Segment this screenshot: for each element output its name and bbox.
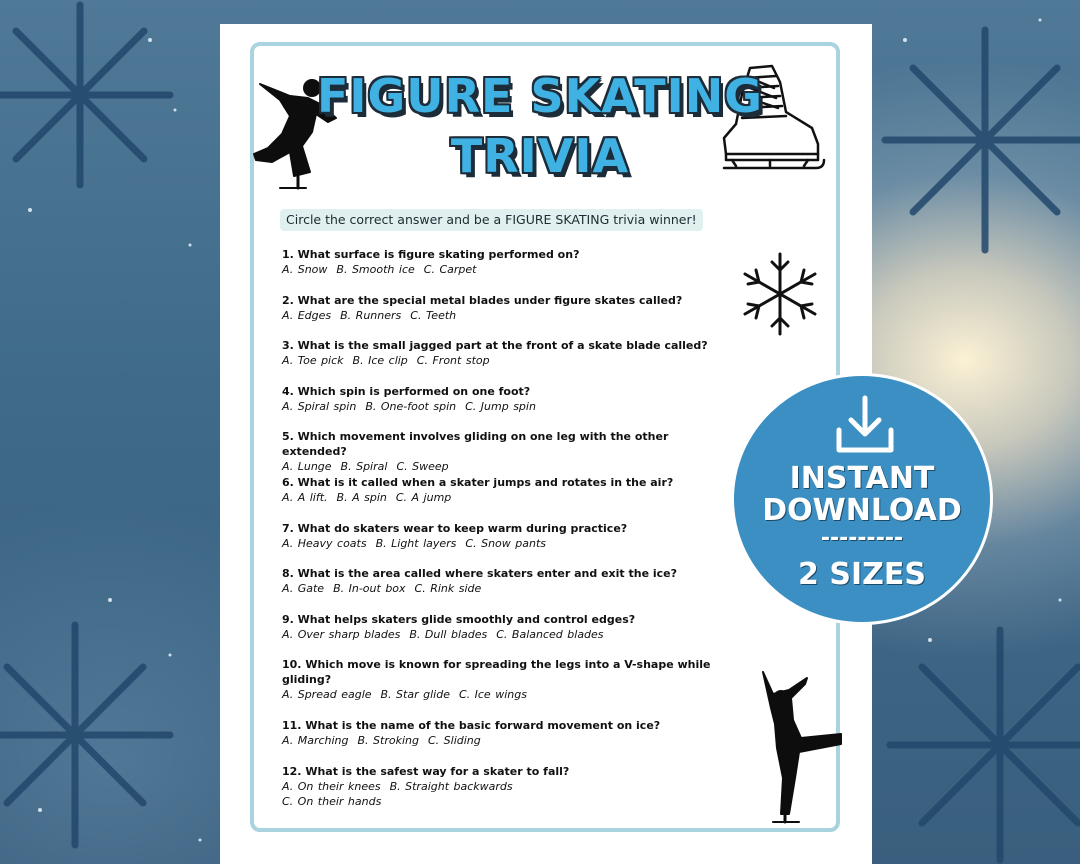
answer-option: A. Marching [282,734,349,748]
question-text: 5. Which movement involves gliding on one leg with the other extended? [282,430,669,459]
download-icon [833,394,897,456]
answer-option: A. Over sharp blades [282,627,401,641]
badge-sizes-text: 2 SIZES [798,557,926,592]
answer-option: A. Spiral spin [282,399,357,413]
answer-options [282,262,732,277]
answer-options [282,308,732,323]
question-text: 9. What helps skaters glide smoothly and control edges? [282,612,636,626]
answer-option: B. One-foot spin [365,399,457,413]
question-item [282,247,732,293]
answer-options [282,353,732,368]
answer-option: A. Lunge [282,460,332,474]
answer-option: C. A jump [395,490,452,504]
answer-option: A. Gate [282,582,325,596]
badge-download-text: DOWNLOAD [762,493,962,528]
answer-option: B. Dull blades [409,627,488,641]
badge-divider: --------- [820,526,904,551]
answer-option: A. Snow [282,263,328,276]
answer-option: A. Toe pick [282,354,344,368]
question-text: 12. What is the safest way for a skater to fall? [282,764,570,778]
answer-option: C. On their hands [282,794,382,808]
answer-options [282,779,732,794]
answer-options [282,733,732,748]
answer-option: B. Runners [340,308,402,322]
question-text: 7. What do skaters wear to keep warm during practice? [282,521,628,535]
snowflake-icon [740,252,820,336]
answer-option: B. Star glide [380,688,450,702]
answer-options [282,627,732,642]
answer-option: B. Ice clip [352,354,408,368]
answer-option: C. Ice wings [458,688,527,702]
answer-option: B. Smooth ice [336,263,415,276]
question-text: 4. Which spin is performed on one foot? [282,384,531,398]
instruction-banner: Circle the correct answer and be a FIGURE SKATING trivia winner! [280,209,703,231]
answer-option: B. Light layers [375,536,457,550]
question-text: 8. What is the area called where skaters enter and exit the ice? [282,567,677,581]
answer-option: C. Rink side [414,582,482,596]
answer-options [282,581,732,596]
answer-options [282,459,732,474]
question-text: 10. Which move is known for spreading the legs into a V-shape while gliding? [282,658,711,687]
answer-option: B. Stroking [357,734,419,748]
question-text: 2. What are the special metal blades under figure skates called? [282,293,683,307]
question-text: 6. What is it called when a skater jumps and rotates in the air? [282,475,674,489]
answer-options [282,536,732,551]
answer-option: C. Front stop [416,354,490,368]
question-item [282,612,732,658]
answer-options [282,794,732,809]
questions-list [282,247,732,810]
question-text: 3. What is the small jagged part at the front of a skate blade called? [282,339,708,353]
answer-option: A. A lift. [282,490,328,504]
question-item [282,338,732,384]
question-item [282,521,732,567]
answer-option: C. Sweep [396,460,449,474]
answer-option: A. On their knees [282,779,381,793]
question-item [282,429,732,475]
answer-option: C. Teeth [410,308,457,322]
answer-option: B. Straight backwards [389,779,513,793]
instant-download-badge [731,373,993,625]
question-text: 11. What is the name of the basic forward movement on ice? [282,719,661,733]
answer-option: C. Carpet [423,263,477,276]
question-item [282,718,732,764]
answer-option: A. Spread eagle [282,688,372,702]
badge-instant-text: INSTANT [789,461,935,496]
question-item [282,657,732,718]
title-line-1: FIGURE SKATING [316,69,764,123]
answer-option: A. Heavy coats [282,536,367,550]
question-item [282,475,732,521]
skater-spiral-icon [755,668,845,828]
question-item [282,293,732,339]
answer-option: A. Edges [282,308,332,322]
question-item [282,384,732,430]
answer-option: B. A spin [336,490,387,504]
question-text: 1. What surface is figure skating performed on? [282,248,580,261]
answer-option: C. Jump spin [465,399,536,413]
answer-options [282,687,732,702]
answer-option: C. Snow pants [465,536,547,550]
answer-option: C. Balanced blades [496,627,604,641]
answer-option: C. Sliding [427,734,481,748]
answer-option: B. In-out box [333,582,406,596]
answer-option: B. Spiral [340,460,388,474]
answer-options [282,399,732,414]
title-line-2: TRIVIA [450,129,630,183]
answer-options [282,490,732,505]
question-item [282,764,732,810]
question-item [282,566,732,612]
